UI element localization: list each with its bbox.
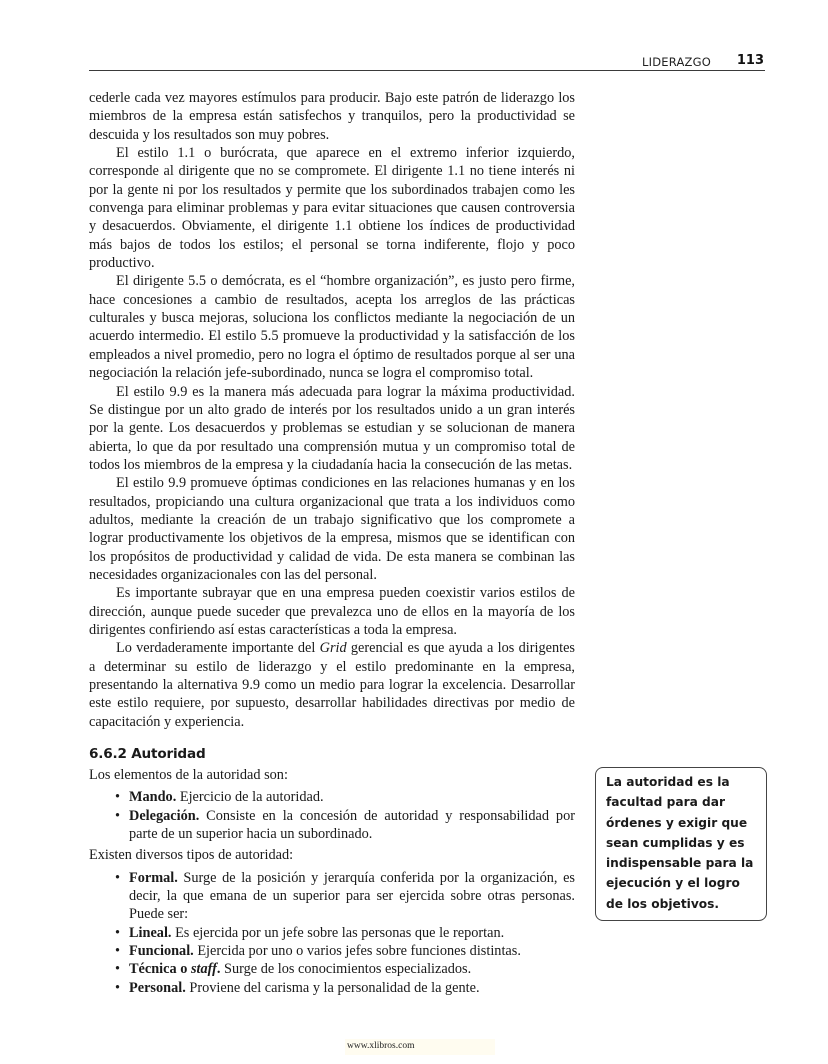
list-term: Mando. <box>129 789 177 806</box>
paragraph: El estilo 9.9 es la manera más adecuada para lograr la máxima productividad. Se distingue por un alto grado de interés por los resultados unido a un gran interés por la gente. Los desacuerdos y problemas se estudian y se solucionan de manera abierta, lo que da por resultado una comprensión mutua y un compromiso total de todos los miembros de la empresa y la ciudadanía hacia la consecución de las metas. <box>89 383 575 473</box>
authority-elements-list <box>89 788 575 843</box>
paragraph: cederle cada vez mayores estímulos para producir. Bajo este patrón de liderazgo los miembros de la empresa están satisfechos y tranquilos, pero la productividad se descuida y los resultados son muy pobres. <box>89 90 575 143</box>
margin-note: La autoridad es la facultad para dar órdenes y exigir que sean cumplidas y es indispensable para la ejecución y el logro de los objetivos. <box>595 767 767 921</box>
authority-types-list <box>89 869 575 997</box>
list-text: Ejercicio de la autoridad. <box>176 789 324 806</box>
types-intro: Existen diversos tipos de autoridad: <box>89 847 294 864</box>
page-number: 113 <box>736 53 764 68</box>
text-span: gerencial es que ayuda a los dirigentes a determinar su estilo de liderazgo y el estilo predominante en la empresa, presentando la alternativa 9.9 como un medio para lograr la excelencia. Desarrollar este estilo requiere, por supuesto, desarrollar habilidades directivas por medio de capacitación y experiencia. <box>89 640 575 730</box>
list-text: Proviene del carisma y la personalidad de la gente. <box>185 979 480 996</box>
list-term: Lineal. <box>129 924 172 941</box>
paragraph: El estilo 9.9 promueve óptimas condiciones en las relaciones humanas y en los resultados, propiciando una cultura organizacional que trata a los individuos como adultos, mediante la creación de un trabajo significativo que los compromete a lograr productivamente los objetivos de la empresa, mismos que se identifican con los propósitos de productividad y calidad de vida. De esta manera se combinan las necesidades organizacionales con las del personal. <box>89 475 575 583</box>
list-item <box>129 788 575 806</box>
section-intro: Los elementos de la autoridad son: <box>89 767 288 784</box>
running-title: LIDERAZGO <box>642 55 711 69</box>
list-text: Consiste en la concesión de autoridad y responsabilidad por parte de un superior hacia un subordinado. <box>129 807 575 843</box>
list-text: Surge de los conocimientos especializados. <box>220 961 472 978</box>
watermark-text: www.xlibros.com <box>347 1041 415 1051</box>
list-item <box>129 807 575 844</box>
list-item <box>129 979 575 997</box>
term-italic: staff <box>190 961 217 978</box>
footer-watermark <box>345 1039 495 1055</box>
term-part: . <box>216 961 221 978</box>
paragraph-grid <box>89 639 575 731</box>
list-term: Delegación. <box>129 807 200 824</box>
body-text <box>89 89 575 1000</box>
list-term: Personal. <box>129 979 186 996</box>
list-item <box>129 960 575 978</box>
paragraph: El dirigente 5.5 o demócrata, es el “hombre organización”, es justo pero firme, hace concesiones a cambio de resultados, acepta los arreglos de las prácticas culturales y busca mejoras, soluciona los conflictos mediante la negociación de un acuerdo intermedio. El estilo 5.5 promueve la productividad y la satisfacción de los empleados a nivel promedio, pero no logra el óptimo de resultados porque al ser una negociación la relación jefe-subordinado, nunca se logra el compromiso total. <box>89 273 575 382</box>
list-item <box>129 924 575 942</box>
list-item <box>129 942 575 960</box>
running-header <box>89 52 765 71</box>
list-text: Surge de la posición y jerarquía conferida por la organización, es decir, la que emana de un superior para ser ejercida sobre otras personas. Puede ser: <box>129 869 575 923</box>
list-term <box>129 961 220 977</box>
list-text: Es ejercida por un jefe sobre las personas que le reportan. <box>171 924 505 941</box>
list-term: Formal. <box>129 869 178 886</box>
grid-term: Grid <box>319 640 347 657</box>
list-text: Ejercida por uno o varios jefes sobre funciones distintas. <box>193 943 521 960</box>
paragraph: El estilo 1.1 o burócrata, que aparece en el extremo inferior izquierdo, corresponde al dirigente que no se compromete. El dirigente 1.1 no tiene interés ni por la gente ni por los resultados y permite que los subordinados trabajen como les convenga para eliminar problemas y para evitar situaciones que causen controversia y desacuerdos. Obviamente, el dirigente 1.1 obtiene los índices de productividad más bajos de todos los estilos; el personal se torna indiferente, flojo y poco productivo. <box>89 145 575 272</box>
section-heading: 6.6.2 Autoridad <box>89 746 206 763</box>
text-span: Lo verdaderamente importante del <box>116 640 320 657</box>
term-part: Técnica o <box>129 961 191 978</box>
paragraph: Es importante subrayar que en una empresa pueden coexistir varios estilos de dirección, aunque puede suceder que prevalezca uno de ellos en la mayoría de los dirigentes confiriendo así estas características a toda la empresa. <box>89 585 575 638</box>
list-term: Funcional. <box>129 943 194 960</box>
list-item <box>129 869 575 924</box>
